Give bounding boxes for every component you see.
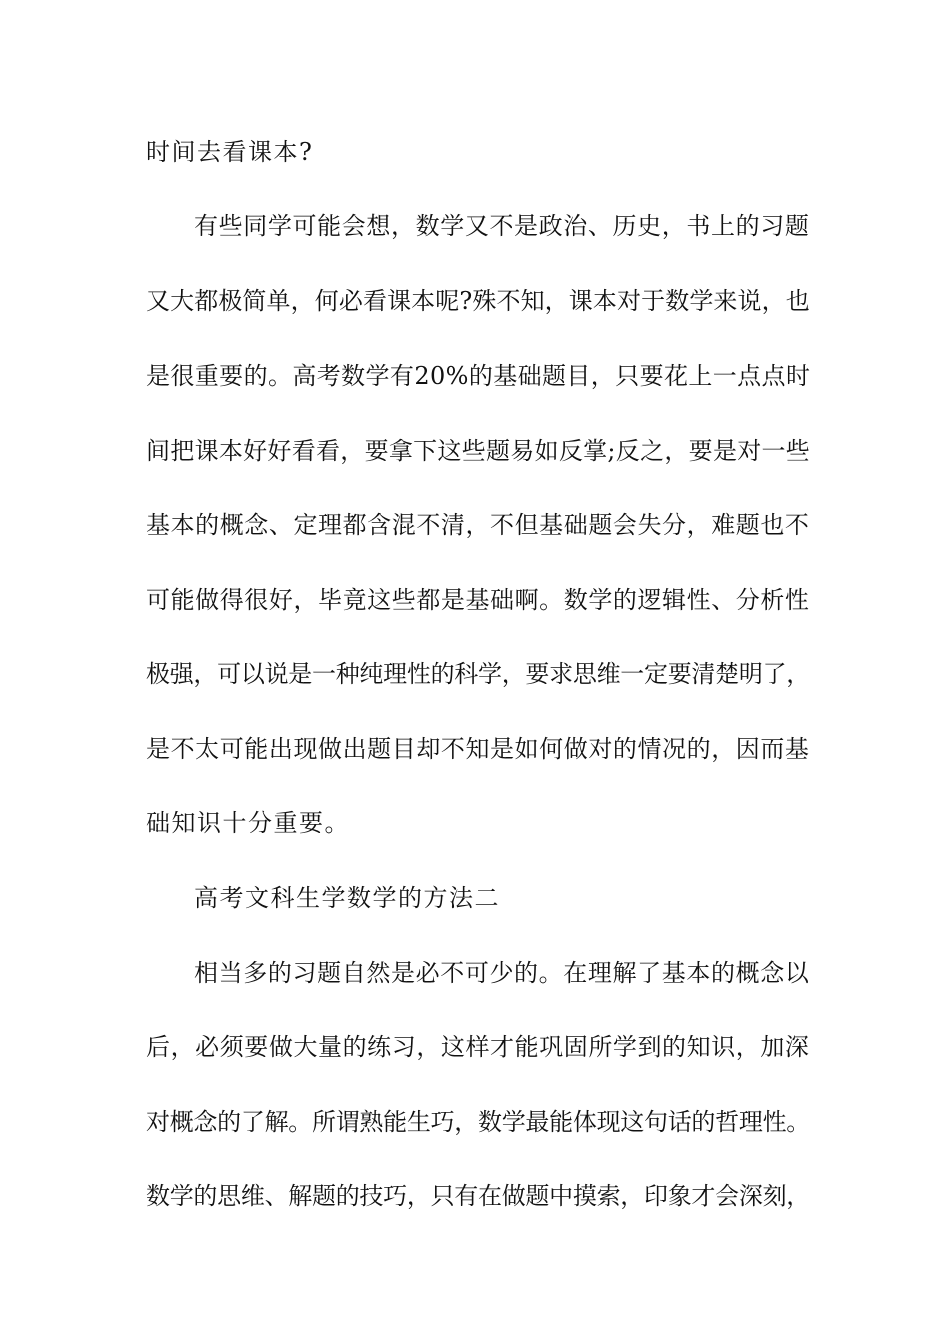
paragraph-start-line: 相当多的习题自然是必不可少的。在理解了基本的概念以 <box>194 959 810 987</box>
text-line: 间把课本好好看看，要拿下这些题易如反掌;反之，要是对一些 <box>146 437 811 465</box>
text-line: 可能做得很好，毕竟这些都是基础啊。数学的逻辑性、分析性 <box>146 586 810 614</box>
text-line: 又大都极简单，何必看课本呢?殊不知，课本对于数学来说，也 <box>146 287 810 315</box>
text-line: 极强，可以说是一种纯理性的科学，要求思维一定要清楚明了， <box>146 660 810 688</box>
paragraph-start-line: 有些同学可能会想，数学又不是政治、历史，书上的习题 <box>194 212 810 240</box>
text-line: 数学的思维、解题的技巧，只有在做题中摸索，印象才会深刻， <box>146 1182 810 1210</box>
text-line: 基本的概念、定理都含混不清，不但基础题会失分，难题也不 <box>146 511 810 539</box>
text-line: 后，必须要做大量的练习，这样才能巩固所学到的知识，加深 <box>146 1033 810 1061</box>
text-line: 对概念的了解。所谓熟能生巧，数学最能体现这句话的哲理性。 <box>146 1108 810 1136</box>
section-heading: 高考文科生学数学的方法二 <box>194 884 500 912</box>
text-line: 是不太可能出现做出题目却不知是如何做对的情况的，因而基 <box>146 735 810 763</box>
text-line: 础知识十分重要。 <box>146 809 350 837</box>
text-line: 是很重要的。高考数学有20%的基础题目，只要花上一点点时 <box>146 362 811 390</box>
text-line: 时间去看课本? <box>146 138 314 166</box>
